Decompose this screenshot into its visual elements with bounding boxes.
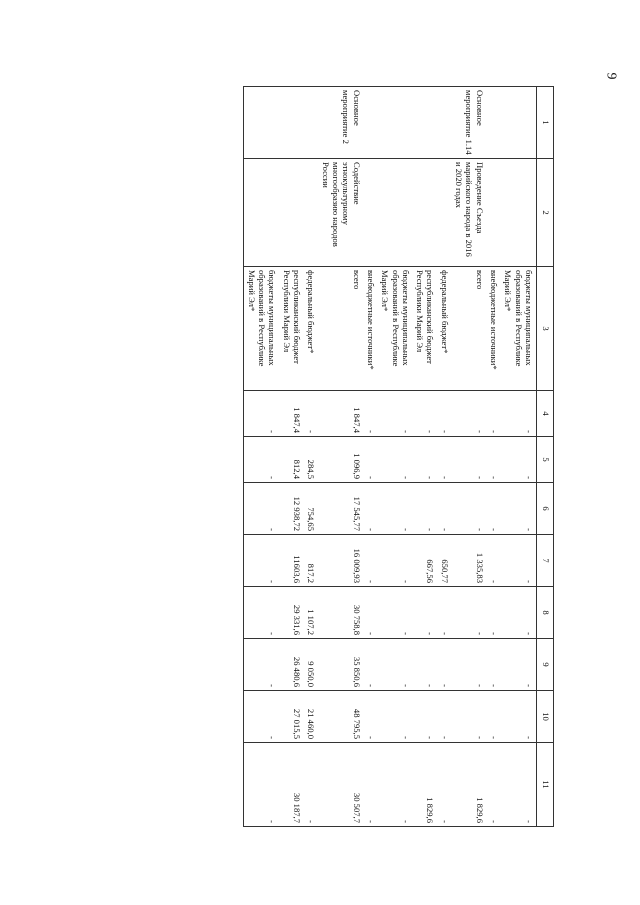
value-cell: - bbox=[364, 483, 378, 535]
value-cell: - bbox=[438, 437, 452, 483]
value-cell: 754,65 bbox=[304, 483, 318, 535]
value-cell: - bbox=[501, 691, 536, 743]
header-cell: 10 bbox=[537, 691, 554, 743]
header-cell: 7 bbox=[537, 535, 554, 587]
funding-source-cell: бюджеты муниципальных образований в Республике Марий Эл* bbox=[501, 267, 536, 391]
table-row bbox=[413, 87, 438, 827]
value-cell: 284,5 bbox=[304, 437, 318, 483]
value-cell: - bbox=[501, 483, 536, 535]
value-cell: - bbox=[501, 587, 536, 639]
value-cell: 1 829,6 bbox=[413, 743, 438, 827]
value-cell: - bbox=[452, 587, 487, 639]
value-cell: - bbox=[378, 437, 413, 483]
table-row bbox=[364, 87, 378, 827]
table-row bbox=[279, 87, 304, 827]
value-cell: - bbox=[501, 535, 536, 587]
value-cell: - bbox=[244, 691, 279, 743]
value-cell: - bbox=[364, 743, 378, 827]
activity-name-cell: Содействие этнокультурному многообразию народов России bbox=[318, 159, 363, 267]
table-row bbox=[452, 87, 487, 827]
value-cell: - bbox=[438, 639, 452, 691]
value-cell: - bbox=[438, 743, 452, 827]
value-cell: - bbox=[487, 535, 501, 587]
value-cell: 812,4 bbox=[279, 437, 304, 483]
activity-name-cell bbox=[438, 159, 452, 267]
header-cell: 4 bbox=[537, 391, 554, 437]
value-cell: 817,2 bbox=[304, 535, 318, 587]
table-row bbox=[304, 87, 318, 827]
value-cell: - bbox=[304, 743, 318, 827]
funding-source-cell: всего bbox=[318, 267, 363, 391]
table-row bbox=[438, 87, 452, 827]
header-cell: 3 bbox=[537, 267, 554, 391]
funding-source-cell: бюджеты муниципальных образований в Республике Марий Эл* bbox=[244, 267, 279, 391]
value-cell: - bbox=[452, 639, 487, 691]
activity-name-cell bbox=[244, 159, 279, 267]
value-cell: - bbox=[413, 437, 438, 483]
value-cell: - bbox=[438, 391, 452, 437]
funding-source-cell: бюджеты муниципальных образований в Республике Марий Эл* bbox=[378, 267, 413, 391]
value-cell: 16 009,93 bbox=[318, 535, 363, 587]
budget-table-sheet bbox=[102, 86, 554, 826]
activity-code-cell: Основное мероприятие 1.14 bbox=[452, 87, 487, 159]
value-cell: 9 050,0 bbox=[304, 639, 318, 691]
funding-source-cell: внебюджетные источники* bbox=[487, 267, 501, 391]
header-cell: 5 bbox=[537, 437, 554, 483]
value-cell: - bbox=[364, 535, 378, 587]
value-cell: 1 107,2 bbox=[304, 587, 318, 639]
activity-name-cell bbox=[501, 159, 536, 267]
table-row bbox=[501, 87, 536, 827]
header-cell: 8 bbox=[537, 587, 554, 639]
value-cell: 27 015,5 bbox=[279, 691, 304, 743]
value-cell: - bbox=[378, 691, 413, 743]
value-cell: - bbox=[487, 691, 501, 743]
activity-name-cell bbox=[364, 159, 378, 267]
activity-code-cell bbox=[438, 87, 452, 159]
activity-code-cell bbox=[378, 87, 413, 159]
value-cell: 1 335,83 bbox=[452, 535, 487, 587]
value-cell: 1 829,6 bbox=[452, 743, 487, 827]
value-cell: - bbox=[378, 483, 413, 535]
activity-code-cell bbox=[487, 87, 501, 159]
value-cell: 1 847,4 bbox=[279, 391, 304, 437]
value-cell: 30 758,8 bbox=[318, 587, 363, 639]
funding-source-cell: всего bbox=[452, 267, 487, 391]
value-cell: - bbox=[438, 587, 452, 639]
value-cell: - bbox=[378, 743, 413, 827]
table-row bbox=[318, 87, 363, 827]
header-row bbox=[537, 87, 554, 827]
funding-source-cell: республиканский бюджет Республики Марий Эл bbox=[413, 267, 438, 391]
activity-name-cell bbox=[279, 159, 304, 267]
value-cell: - bbox=[364, 437, 378, 483]
value-cell: - bbox=[244, 639, 279, 691]
value-cell: - bbox=[413, 391, 438, 437]
value-cell: 26 480,6 bbox=[279, 639, 304, 691]
activity-code-cell bbox=[501, 87, 536, 159]
value-cell: - bbox=[501, 743, 536, 827]
activity-name-cell: Проведение Съезда марийского народа в 2016 и 2020 годах bbox=[452, 159, 487, 267]
value-cell: - bbox=[364, 587, 378, 639]
activity-name-cell bbox=[487, 159, 501, 267]
activity-name-cell bbox=[413, 159, 438, 267]
value-cell: - bbox=[304, 391, 318, 437]
value-cell: - bbox=[413, 483, 438, 535]
funding-source-cell: федеральный бюджет* bbox=[304, 267, 318, 391]
funding-source-cell: внебюджетные источники* bbox=[364, 267, 378, 391]
value-cell: - bbox=[378, 587, 413, 639]
value-cell: 1 096,9 bbox=[318, 437, 363, 483]
activity-code-cell bbox=[244, 87, 279, 159]
value-cell: - bbox=[378, 639, 413, 691]
table-row bbox=[378, 87, 413, 827]
table-row bbox=[244, 87, 279, 827]
value-cell: 17 545,77 bbox=[318, 483, 363, 535]
header-cell: 2 bbox=[537, 159, 554, 267]
value-cell: 1 847,4 bbox=[318, 391, 363, 437]
value-cell: - bbox=[364, 391, 378, 437]
value-cell: 650,77 bbox=[438, 535, 452, 587]
value-cell: 30 507,7 bbox=[318, 743, 363, 827]
value-cell: 21 460,0 bbox=[304, 691, 318, 743]
funding-source-cell: республиканский бюджет Республики Марий Эл bbox=[279, 267, 304, 391]
activity-code-cell bbox=[364, 87, 378, 159]
value-cell: - bbox=[487, 437, 501, 483]
value-cell: 48 795,5 bbox=[318, 691, 363, 743]
page-number: 9 bbox=[603, 72, 619, 80]
value-cell: - bbox=[487, 639, 501, 691]
value-cell: 667,56 bbox=[413, 535, 438, 587]
header-cell: 11 bbox=[537, 743, 554, 827]
value-cell: 30 187,7 bbox=[279, 743, 304, 827]
header-cell: 6 bbox=[537, 483, 554, 535]
value-cell: - bbox=[378, 391, 413, 437]
activity-code-cell bbox=[413, 87, 438, 159]
value-cell: - bbox=[501, 639, 536, 691]
value-cell: - bbox=[452, 483, 487, 535]
value-cell: - bbox=[452, 391, 487, 437]
activity-code-cell: Основное мероприятие 2 bbox=[318, 87, 363, 159]
value-cell: - bbox=[413, 691, 438, 743]
budget-table bbox=[244, 86, 555, 827]
value-cell: - bbox=[244, 437, 279, 483]
value-cell: - bbox=[438, 691, 452, 743]
table-body bbox=[244, 87, 537, 827]
value-cell: - bbox=[378, 535, 413, 587]
value-cell: - bbox=[452, 437, 487, 483]
value-cell: - bbox=[364, 691, 378, 743]
value-cell: - bbox=[413, 587, 438, 639]
value-cell: - bbox=[244, 743, 279, 827]
value-cell: - bbox=[487, 743, 501, 827]
value-cell: - bbox=[244, 483, 279, 535]
value-cell: 11603,6 bbox=[279, 535, 304, 587]
value-cell: - bbox=[501, 391, 536, 437]
value-cell: - bbox=[452, 691, 487, 743]
activity-name-cell bbox=[304, 159, 318, 267]
value-cell: - bbox=[244, 391, 279, 437]
header-cell: 1 bbox=[537, 87, 554, 159]
value-cell: - bbox=[244, 535, 279, 587]
table-row bbox=[487, 87, 501, 827]
funding-source-cell: федеральный бюджет* bbox=[438, 267, 452, 391]
activity-name-cell bbox=[378, 159, 413, 267]
value-cell: - bbox=[364, 639, 378, 691]
activity-code-cell bbox=[279, 87, 304, 159]
value-cell: - bbox=[487, 391, 501, 437]
value-cell: 29 331,6 bbox=[279, 587, 304, 639]
value-cell: 35 850,6 bbox=[318, 639, 363, 691]
value-cell: 12 938,72 bbox=[279, 483, 304, 535]
value-cell: - bbox=[413, 639, 438, 691]
activity-code-cell bbox=[304, 87, 318, 159]
value-cell: - bbox=[487, 587, 501, 639]
value-cell: - bbox=[487, 483, 501, 535]
value-cell: - bbox=[438, 483, 452, 535]
value-cell: - bbox=[244, 587, 279, 639]
value-cell: - bbox=[501, 437, 536, 483]
header-cell: 9 bbox=[537, 639, 554, 691]
